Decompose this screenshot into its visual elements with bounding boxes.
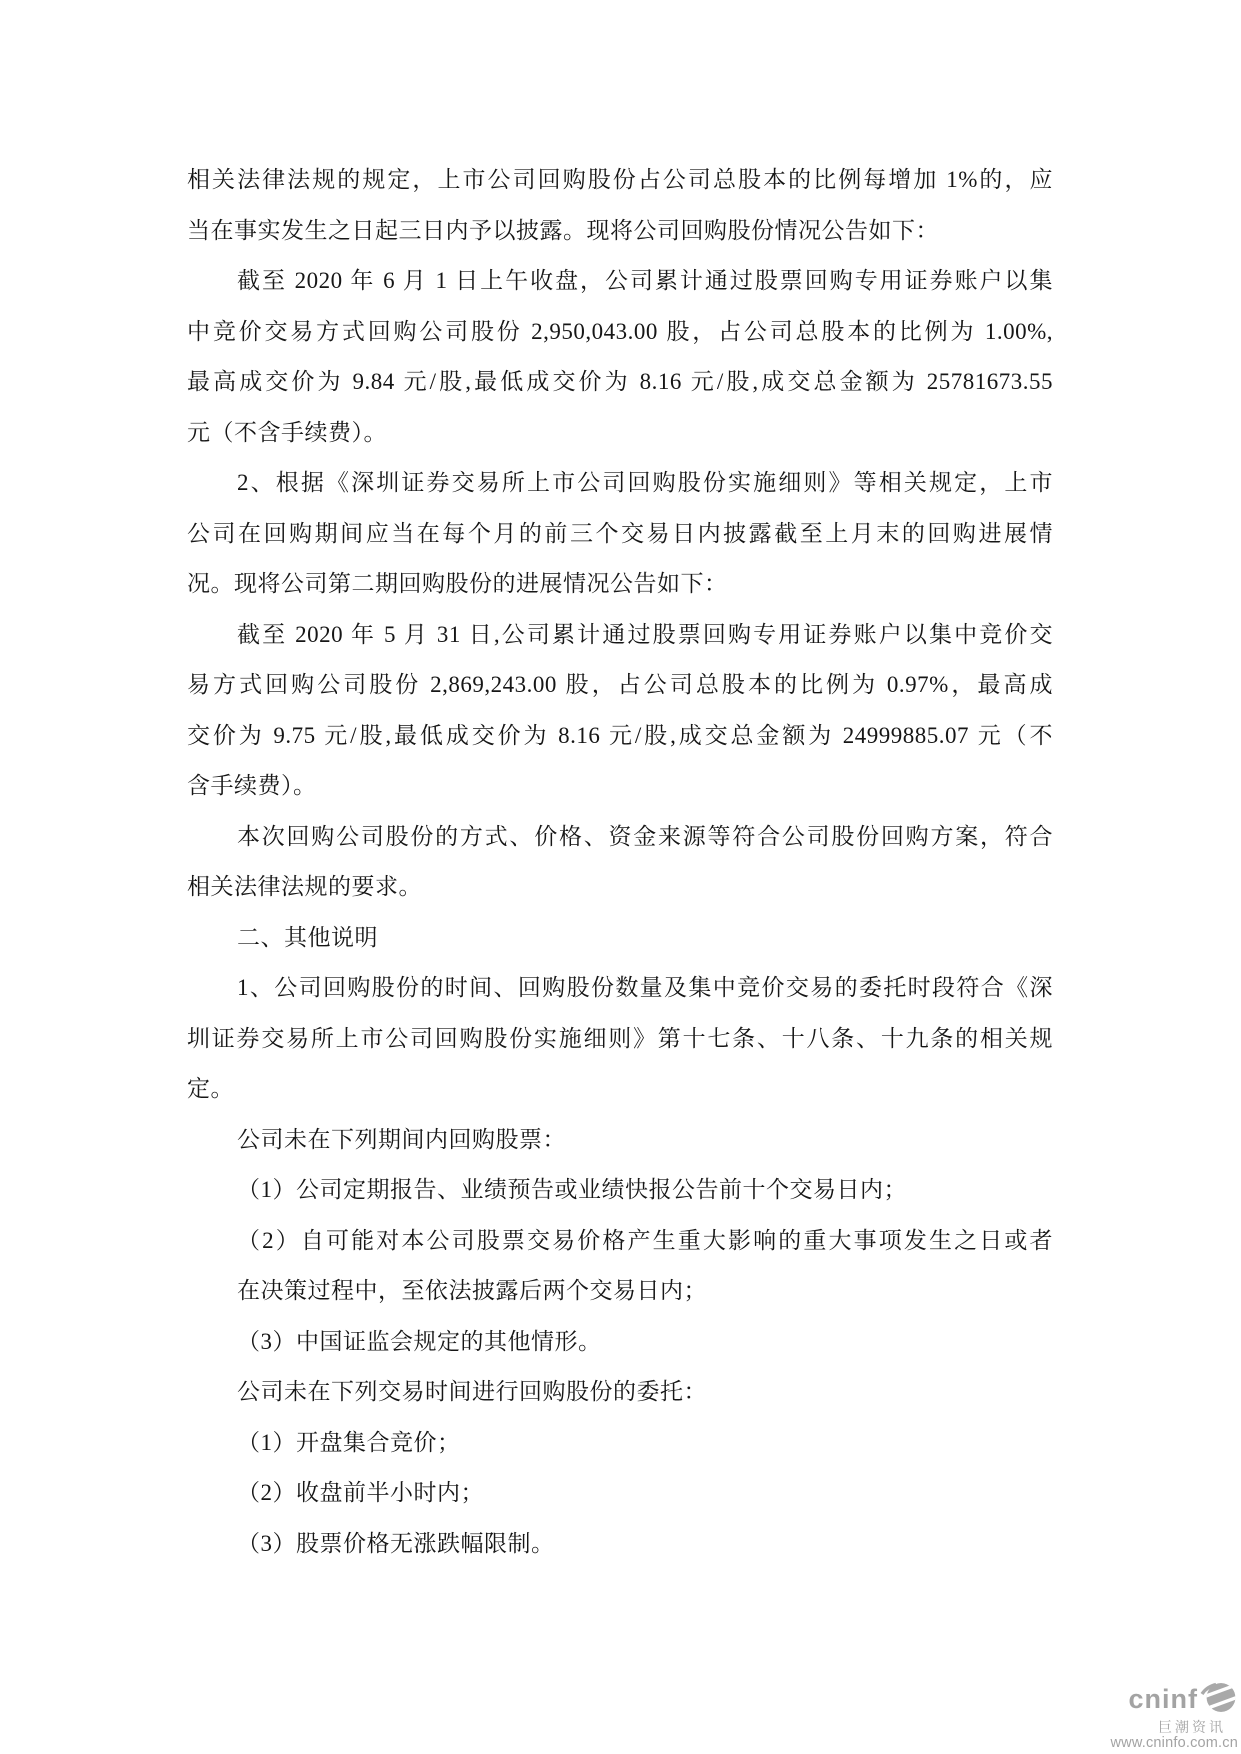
list-item: （1）开盘集合竞价； [237,1429,461,1455]
text-line: 公司未在下列期间内回购股票： [237,1126,566,1152]
text-line: 截至 2020 年 6 月 1 日上午收盘，公司累计通过股票回购专用证券账户以集 [237,268,1053,293]
text-line: 截至 2020 年 5 月 31 日,公司累计通过股票回购专用证券账户以集中竞价交 [237,621,1053,647]
announcement-body [187,155,1053,1569]
text-line: 公司未在下列交易时间进行回购股份的委托： [237,1379,707,1404]
text-line: 易方式回购公司股份 2,869,243.00 股，占公司总股本的比例为 0.97%，最高成 [187,672,1053,697]
cninfo-swirl-icon [1200,1681,1238,1718]
section-heading: 二、其他说明 [237,924,378,950]
text-line: 1、公司回购股份的时间、回购股份数量及集中竞价交易的委托时段符合《深 [237,975,1053,1000]
text-line: 最高成交价为 9.84 元/股,最低成交价为 8.16 元/股,成交总金额为 25781673.55 [187,369,1053,394]
list-item: （1）公司定期报告、业绩预告或业绩快报公告前十个交易日内； [237,1177,907,1202]
text-line: 本次回购公司股份的方式、价格、资金来源等符合公司股份回购方案，符合 [237,823,1053,849]
text-line: 定。 [187,1076,234,1101]
text-line: 元（不含手续费）。 [187,419,387,445]
text-line: 交价为 9.75 元/股,最低成交价为 8.16 元/股,成交总金额为 24999885.07 元（不 [187,722,1053,748]
cninfo-brand-text: cninf [1128,1684,1198,1714]
text-line: 当在事实发生之日起三日内予以披露。现将公司回购股份情况公告如下： [187,217,939,243]
text-line: 况。现将公司第二期回购股份的进展情况公告如下： [187,571,728,596]
text-line: 圳证券交易所上市公司回购股份实施细则》第十七条、十八条、十九条的相关规 [187,1025,1053,1051]
cninfo-watermark [1110,1681,1238,1751]
list-item: （3）中国证监会规定的其他情形。 [237,1328,602,1354]
list-item: （2）收盘前半小时内； [237,1480,484,1505]
text-line: 中竞价交易方式回购公司股份 2,950,043.00 股，占公司总股本的比例为 1.00%, [187,318,1053,344]
list-item: （3）股票价格无涨跌幅限制。 [237,1530,555,1556]
list-item: （2）自可能对本公司股票交易价格产生重大影响的重大事项发生之日或者 [237,1227,1053,1253]
text-line: 相关法律法规的要求。 [187,874,422,899]
text-line: 公司在回购期间应当在每个月的前三个交易日内披露截至上月末的回购进展情 [187,520,1053,546]
list-item: 在决策过程中，至依法披露后两个交易日内； [237,1278,707,1303]
text-line: 相关法律法规的规定，上市公司回购股份占公司总股本的比例每增加 1%的，应 [187,167,1053,192]
text-line: 含手续费）。 [187,773,317,798]
cninfo-chinese-name: 巨潮资讯 [1158,1719,1226,1735]
text-line: 2、根据《深圳证券交易所上市公司回购股份实施细则》等相关规定，上市 [237,470,1053,495]
cninfo-url: www.cninfo.com.cn [1110,1735,1238,1751]
